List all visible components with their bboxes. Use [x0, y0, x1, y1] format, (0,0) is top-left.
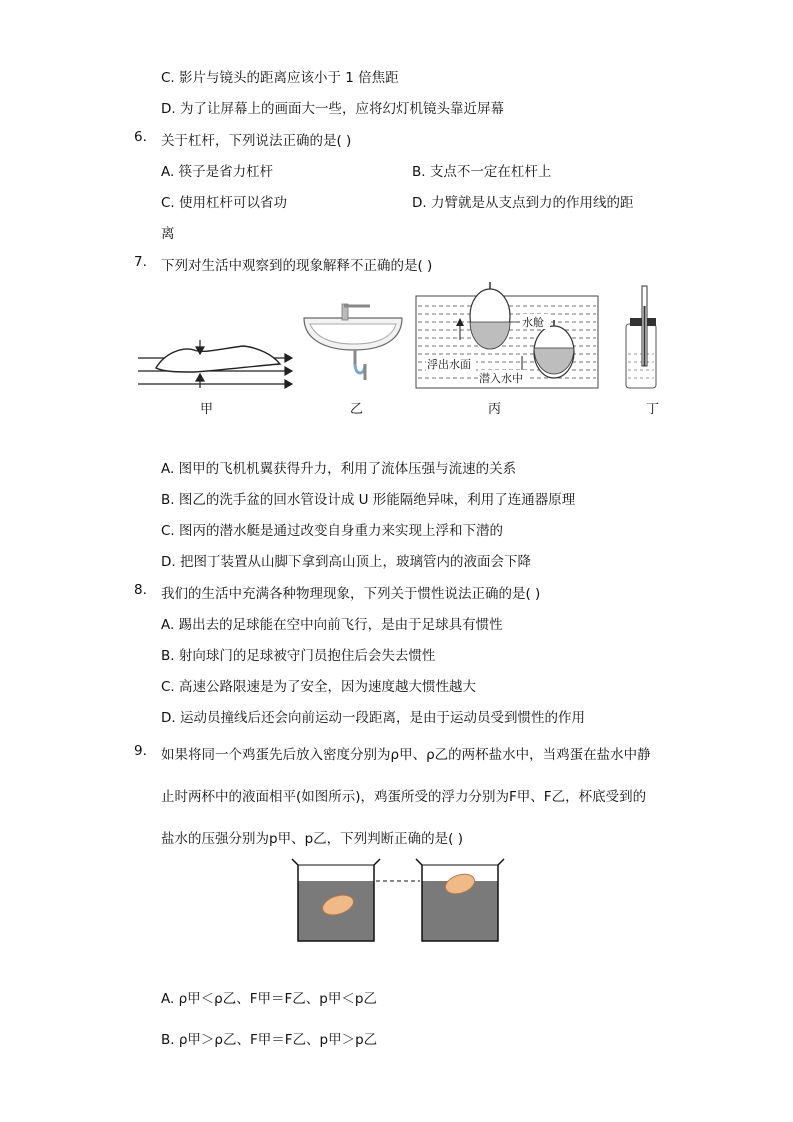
q8-option-d: D. 运动员撞线后还会向前运动一段距离，是由于运动员受到惯性的作用 — [161, 710, 585, 726]
q9-line-2: 止时两杯中的液面相平(如图所示)，鸡蛋所受的浮力分别为F甲、F乙，杯底受到的 — [161, 789, 647, 805]
q8-stem: 我们的生活中充满各种物理现象，下列关于惯性说法正确的是( ) — [161, 586, 541, 602]
q8-option-b: B. 射向球门的足球被守门员抱住后会失去惯性 — [161, 648, 436, 664]
q7-option-d: D. 把图丁装置从山脚下拿到高山顶上，玻璃管内的液面会下降 — [161, 554, 531, 570]
q9-line-1: 如果将同一个鸡蛋先后放入密度分别为ρ甲、ρ乙的两杯盐水中，当鸡蛋在盐水中静 — [161, 747, 651, 763]
fig-label-yi: 乙 — [350, 402, 364, 417]
q6-option-c: C. 使用杠杆可以省功 — [161, 195, 288, 211]
q8-option-c: C. 高速公路限速是为了安全，因为速度越大惯性越大 — [161, 679, 477, 695]
beaker-left — [292, 859, 380, 941]
q5-option-d: D. 为了让屏幕上的画面大一些，应将幻灯机镜头靠近屏幕 — [161, 101, 504, 117]
q8-number: 8. — [134, 582, 147, 598]
q9-number: 9. — [134, 743, 147, 759]
q9-option-b: B. ρ甲＞ρ乙、F甲＝F乙、p甲＞p乙 — [161, 1032, 378, 1048]
fig-label-jia: 甲 — [200, 402, 214, 417]
q6-option-a: A. 筷子是省力杠杆 — [161, 164, 274, 180]
dive-label: 潜入水中 — [479, 372, 523, 385]
fig-label-ding: 丁 — [646, 402, 660, 417]
q8-option-a: A. 踢出去的足球能在空中向前飞行，是由于足球具有惯性 — [161, 617, 503, 633]
q6-option-d: D. 力臂就是从支点到力的作用线的距 — [412, 195, 634, 211]
q9-option-a: A. ρ甲＜ρ乙、F甲＝F乙、p甲＜p乙 — [161, 991, 377, 1007]
q6-option-b: B. 支点不一定在杠杆上 — [412, 164, 552, 180]
q7-option-c: C. 图丙的潜水艇是通过改变自身重力来实现上浮和下潜的 — [161, 523, 504, 539]
q5-option-c: C. 影片与镜头的距离应该小于 1 倍焦距 — [161, 70, 399, 86]
bottle-diagram — [626, 286, 656, 388]
float-up-label: 浮出水面 — [427, 358, 471, 371]
beaker-right — [416, 859, 504, 941]
fig-label-bing: 丙 — [488, 402, 502, 417]
q9-line-3: 盐水的压强分别为p甲、p乙，下列判断正确的是( ) — [161, 831, 463, 847]
q6-stem: 关于杠杆，下列说法正确的是( ) — [161, 133, 352, 149]
q9-beakers-figure — [290, 855, 505, 947]
wing-diagram — [138, 340, 292, 388]
washbasin-diagram — [304, 304, 402, 380]
q7-figure — [134, 280, 664, 425]
submarine-diagram — [416, 282, 598, 388]
q7-option-b: B. 图乙的洗手盆的回水管设计成 U 形能隔绝异味，利用了连通器原理 — [161, 492, 576, 508]
q7-option-a: A. 图甲的飞机机翼获得升力，利用了流体压强与流速的关系 — [161, 461, 517, 477]
q6-number: 6. — [134, 129, 147, 145]
water-tank-label: 水舱 — [522, 316, 544, 329]
q7-number: 7. — [134, 254, 147, 270]
q7-stem: 下列对生活中观察到的现象解释不正确的是( ) — [161, 258, 433, 274]
q6-option-d-continued: 离 — [161, 226, 175, 242]
